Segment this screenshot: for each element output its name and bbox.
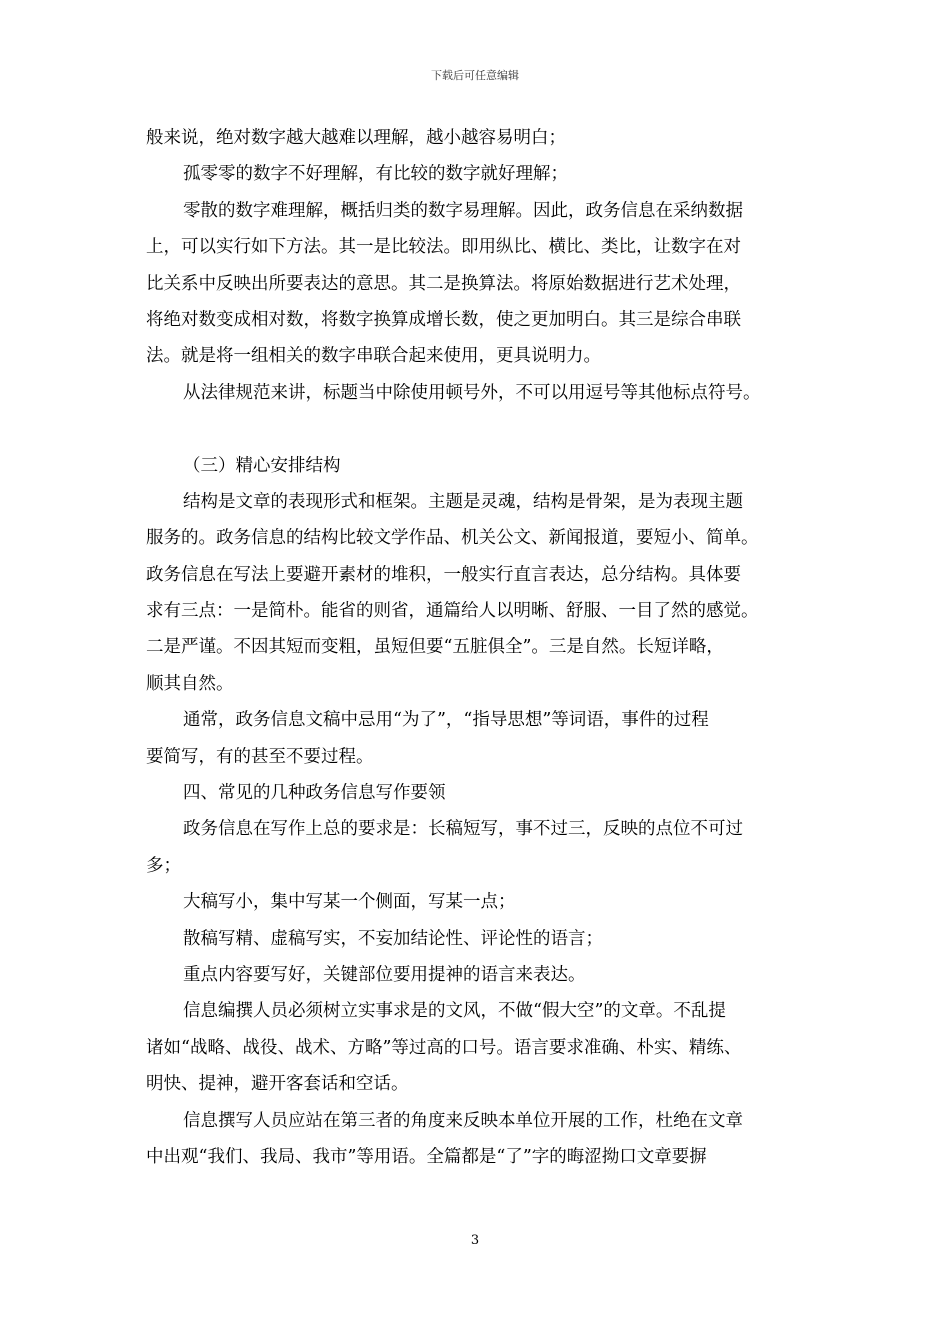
text-line: 重点内容要写好，关键部位要用提神的语言来表达。 (183, 964, 586, 985)
text-line: 从法律规范来讲，标题当中除使用顿号外，不可以用逗号等其他标点符号。 (183, 382, 761, 403)
page-number: 3 (470, 1233, 480, 1248)
text-line: 孤零零的数字不好理解，有比较的数字就好理解； (183, 164, 568, 185)
text-line: 顺其自然。 (146, 673, 234, 694)
text-line: 政务信息在写法上要避开素材的堆积，一般实行直言表达，总分结构。具体要 (146, 564, 741, 585)
text-line: 比关系中反映出所要表达的意思。其二是换算法。将原始数据进行艺术处理， (146, 273, 741, 294)
text-line: 多； (146, 855, 181, 876)
text-line: 将绝对数变成相对数，将数字换算成增长数，使之更加明白。其三是综合串联 (146, 309, 741, 330)
page-header: 下载后可任意编辑 (431, 69, 519, 82)
text-line: 政务信息在写作上总的要求是：长稿短写，事不过三，反映的点位不可过 (183, 819, 743, 840)
text-line: 中出观“我们、我局、我市”等用语。全篇都是“了”字的晦涩拗口文章要摒 (146, 1146, 707, 1167)
section-heading: 四、常见的几种政务信息写作要领 (183, 783, 446, 804)
text-line: 结构是文章的表现形式和框架。主题是灵魂，结构是骨架，是为表现主题 (183, 491, 743, 512)
text-line: 信息撰写人员应站在第三者的角度来反映本单位开展的工作，杜绝在文章 (183, 1110, 743, 1131)
blank-line (146, 411, 816, 447)
text-line: 诸如“战略、战役、战术、方略”等过高的口号。语言要求准确、朴实、精练、 (146, 1037, 742, 1058)
text-line: 上，可以实行如下方法。其一是比较法。即用纵比、横比、类比，让数字在对 (146, 237, 741, 258)
text-line: 零散的数字难理解，概括归类的数字易理解。因此，政务信息在采纳数据 (183, 200, 743, 221)
text-line: 服务的。政务信息的结构比较文学作品、机关公文、新闻报道，要短小、简单。 (146, 528, 759, 549)
text-line: 大稿写小，集中写某一个侧面，写某一点； (183, 892, 516, 913)
text-line: 散稿写精、虚稿写实，不妄加结论性、评论性的语言； (183, 928, 603, 949)
text-line: 要简写，有的甚至不要过程。 (146, 746, 374, 767)
section-heading: （三）精心安排结构 (183, 455, 341, 476)
text-line: 明快、提神，避开客套话和空话。 (146, 1074, 409, 1095)
text-line: 通常，政务信息文稿中忌用“为了”，“指导思想”等词语，事件的过程 (183, 710, 709, 731)
text-line: 信息编撰人员必须树立实事求是的文风，不做“假大空”的文章。不乱提 (183, 1001, 726, 1022)
text-line: 般来说，绝对数字越大越难以理解，越小越容易明白； (146, 128, 566, 148)
text-line: 求有三点：一是简朴。能省的则省，通篇给人以明晰、舒服、一目了然的感觉。 (146, 601, 759, 622)
text-line: 法。就是将一组相关的数字串联合起来使用，更具说明力。 (146, 346, 601, 367)
body-text (146, 120, 816, 1175)
text-line: 二是严谨。不因其短而变粗，虽短但要“五脏俱全”。三是自然。长短详略， (146, 637, 724, 658)
